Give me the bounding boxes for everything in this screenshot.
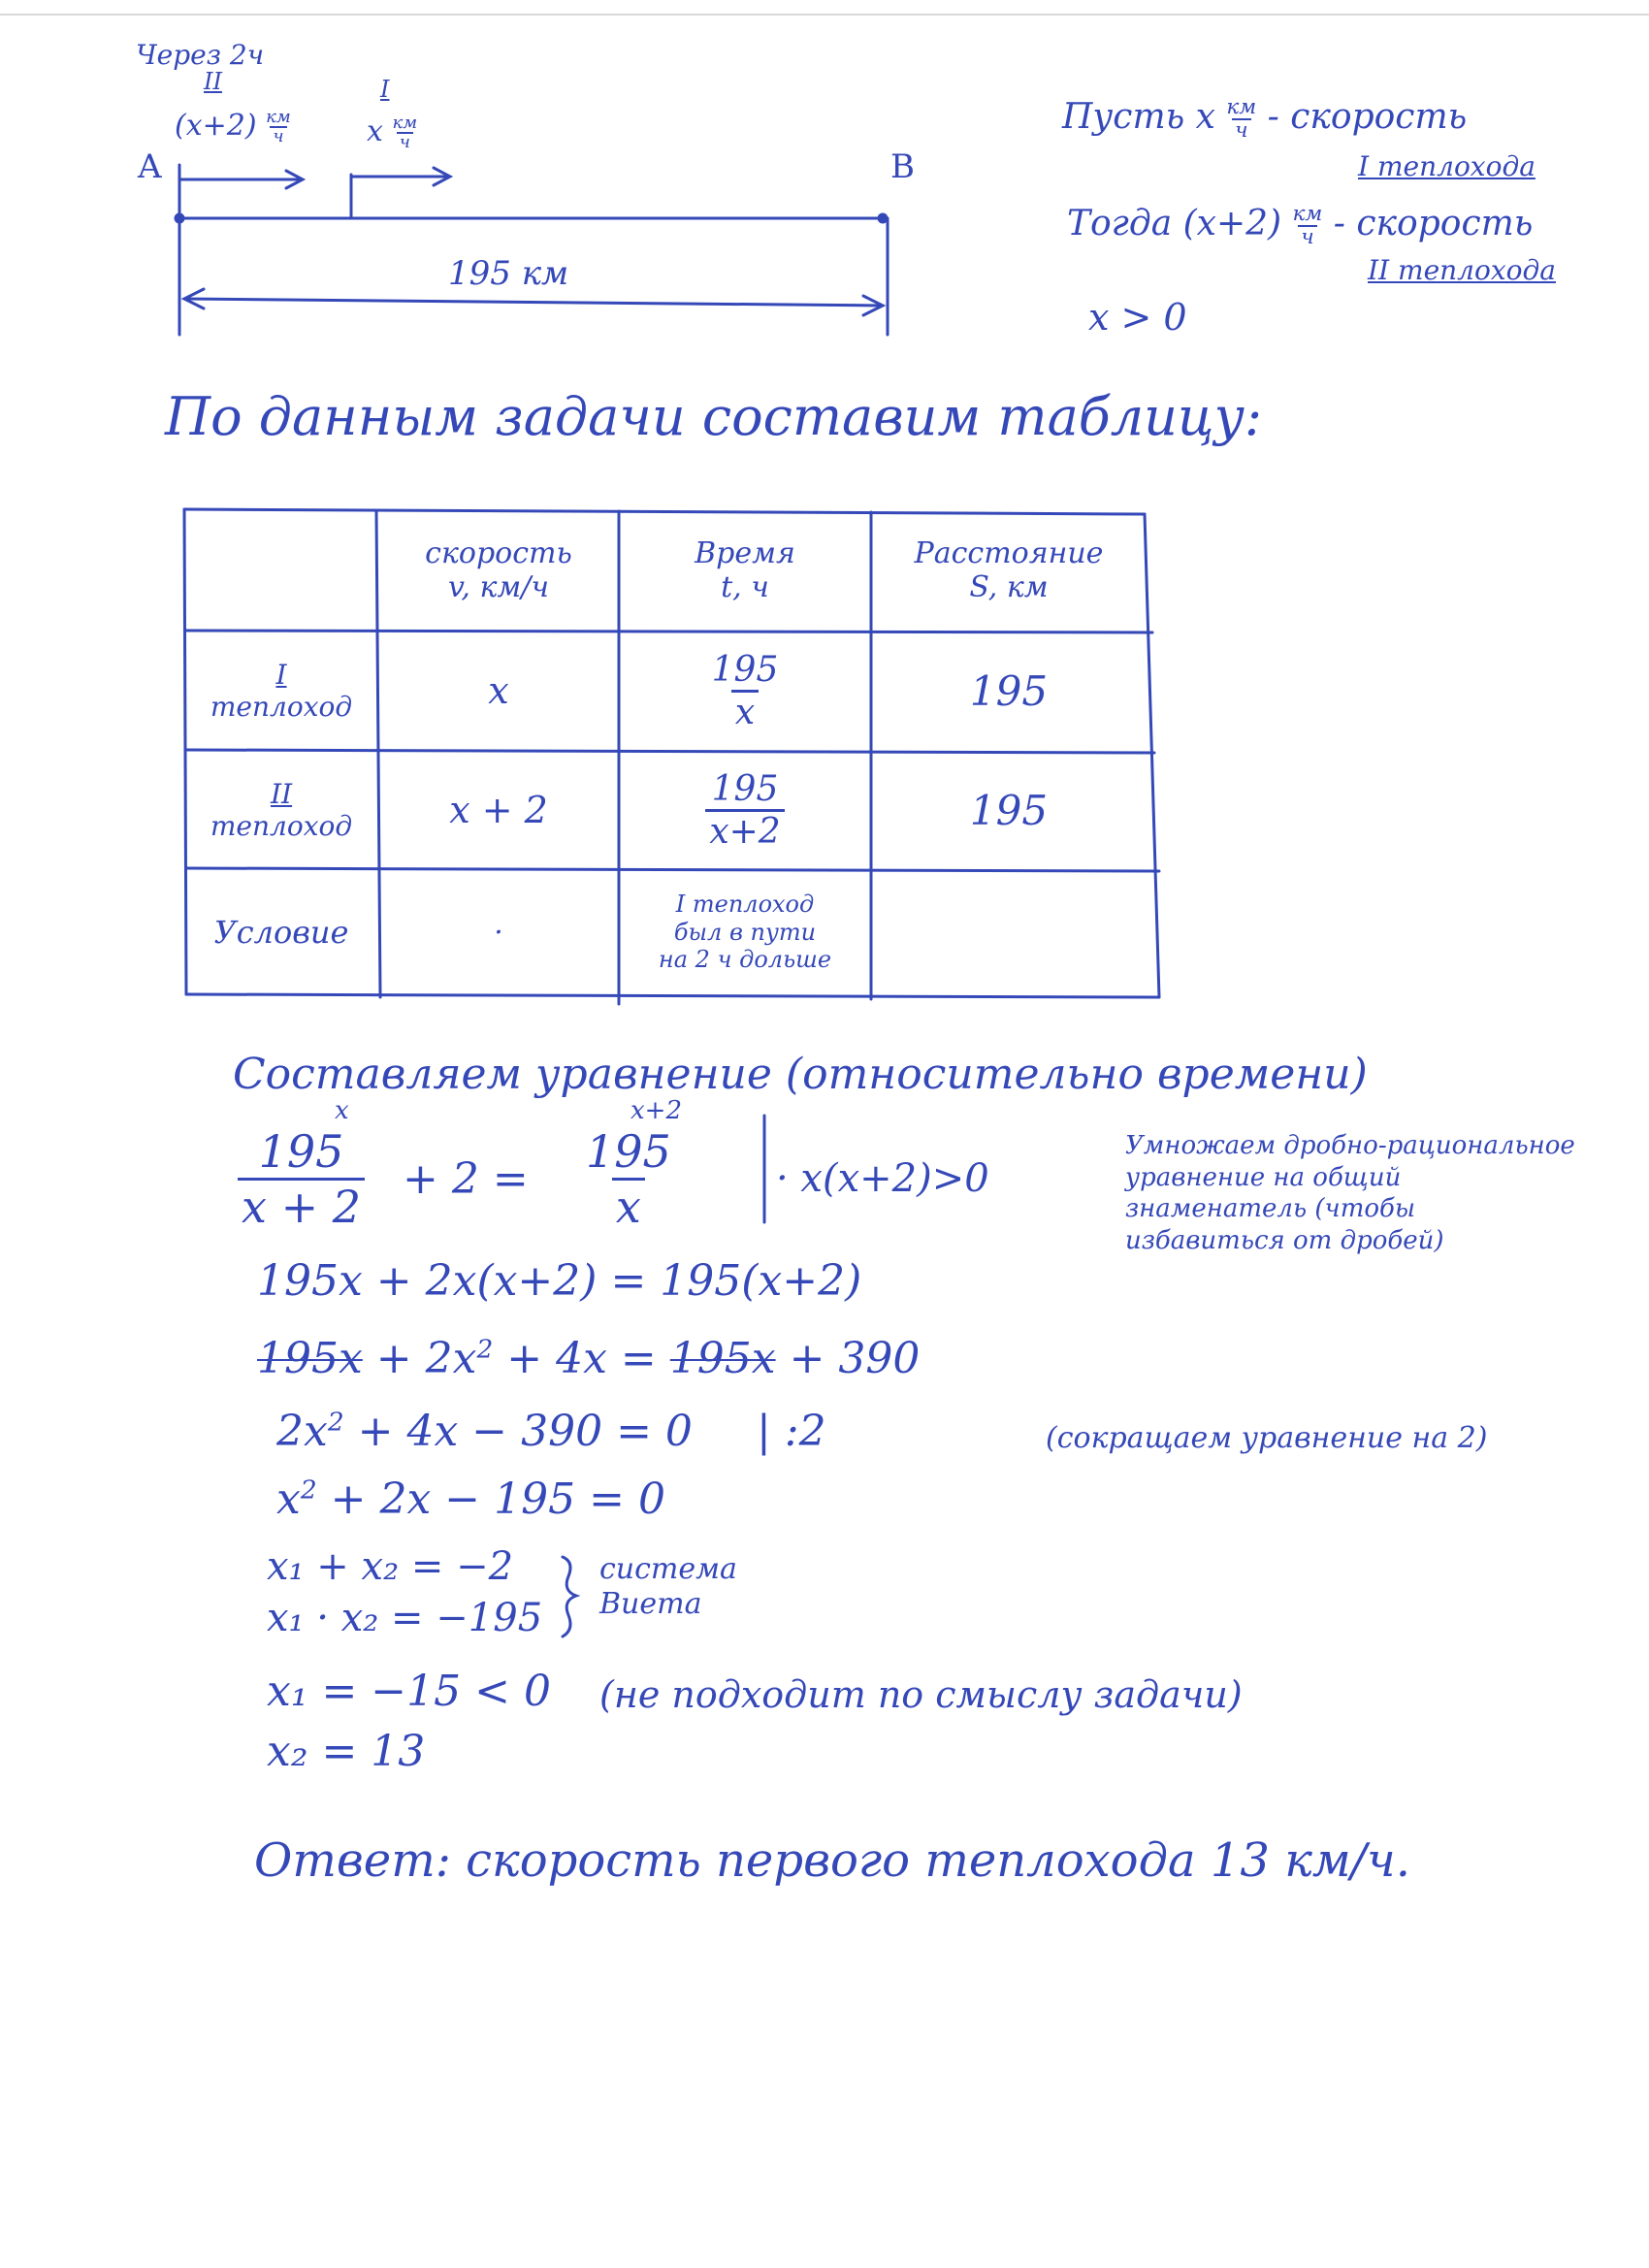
answer: Ответ: скорость первого теплохода 13 км/ч. (254, 1833, 1410, 1888)
root2: x₂ = 13 (267, 1727, 426, 1776)
assumption-line1-sub: I теплохода (1358, 150, 1536, 182)
ship2-speed-value: (x+2) (175, 109, 257, 143)
row2-time: $\frac{195}{x+2}$ (621, 753, 869, 867)
eq-line5: $x^2 + 2x - 195 = 0$ (276, 1474, 665, 1524)
header-distance: Расстояние S, км (914, 536, 1104, 604)
assumption-condition: x > 0 (1088, 296, 1187, 339)
assumption-line1: Пусть x $\frac{км}{ч}$ - скорость (1062, 95, 1468, 143)
header-time: Время t, ч (695, 536, 795, 604)
eq1-left-fraction: $\frac{195}{x + 2}$ (238, 1125, 365, 1233)
diagram-note: Через 2ч (136, 39, 265, 71)
condition-label: Условие (213, 914, 349, 951)
ship1-roman: I (380, 76, 390, 103)
ship2-speed (175, 109, 291, 146)
eq-line4-divide: | :2 (757, 1407, 826, 1456)
vieta-label: система Виета (599, 1552, 737, 1621)
ship1-speed-value: x (367, 114, 383, 148)
eq1-multiplier: · x(x+2)>0 (776, 1156, 989, 1201)
header-speed: скорость v, км/ч (425, 536, 572, 604)
condition-dot: · (494, 915, 503, 950)
eq-line3: $195x + 2x^2 + 4x = 195x + 390$ (257, 1334, 921, 1383)
row2-speed: x + 2 (449, 789, 548, 831)
row1-time: $\frac{195}{x}$ (711, 649, 779, 732)
multiplier-x: x (335, 1096, 349, 1125)
equation-title: Составляем уравнение (относительно времени) (233, 1050, 1368, 1099)
point-b-dot (879, 214, 887, 222)
assumption-unit-1: $\frac{км}{ч}$ (1226, 95, 1257, 143)
root1: x₁ = −15 < 0 (267, 1667, 551, 1716)
eq1-right-fraction: $\frac{195}{x}$ (586, 1125, 671, 1233)
row1-label: I теплоход (210, 659, 353, 723)
vieta-product: x₁ · x₂ = −195 (267, 1596, 543, 1640)
root1-note: (не подходит по смыслу задачи) (599, 1673, 1243, 1716)
row2-distance: 195 (969, 786, 1049, 834)
row2-label: II теплоход (210, 778, 353, 842)
multiplier-x2: x+2 (630, 1096, 682, 1125)
row1-speed: x (488, 669, 509, 712)
vieta-brace (563, 1557, 576, 1636)
assumption-line2-sub: II теплохода (1368, 254, 1556, 286)
point-b-label: B (890, 147, 915, 186)
vieta-sum: x₁ + x₂ = −2 (267, 1544, 514, 1589)
table-heading: По данным задачи составим таблицу: (165, 386, 1263, 447)
condition-text: I теплоход был в пути на 2 ч дольше (658, 890, 832, 974)
distance-label: 195 км (448, 254, 569, 293)
ship1-unit: $\frac{км}{ч}$ (392, 113, 418, 152)
eq-line4: $2x^2 + 4x - 390 = 0$ (276, 1407, 693, 1456)
comment-reduce: (сокращаем уравнение на 2) (1046, 1421, 1488, 1455)
assumption-line2: Тогда (x+2) $\frac{км}{ч}$ - скорость (1067, 202, 1534, 249)
eq-line2: 195x + 2x(x+2) = 195(x+2) (257, 1256, 862, 1306)
assumption-unit-2: $\frac{км}{ч}$ (1292, 202, 1323, 249)
eq1-plus: + 2 = (403, 1154, 529, 1204)
row1-distance: 195 (969, 666, 1049, 715)
comment-common-denominator: Умножаем дробно-рациональное уравнение на общий знаменатель (чтобы избавиться от дробей) (1125, 1131, 1575, 1255)
point-a-label: A (138, 147, 162, 186)
distance-arrow (184, 299, 883, 306)
ship2-roman: II (204, 68, 222, 95)
ship1-speed (367, 114, 417, 151)
ship2-unit: $\frac{км}{ч}$ (266, 107, 291, 146)
